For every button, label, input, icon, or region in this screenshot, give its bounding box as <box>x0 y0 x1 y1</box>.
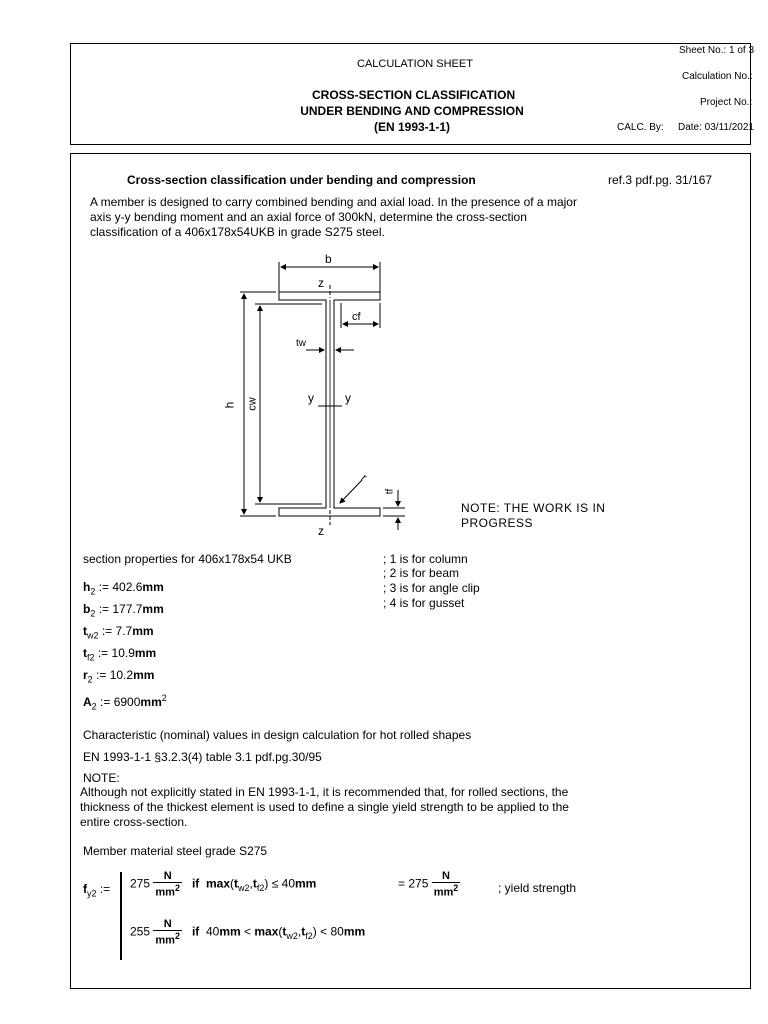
reference: ref.3 pdf.pg. 31/167 <box>608 173 713 187</box>
en-reference: EN 1993-1-1 §3.2.3(4) table 3.1 pdf.pg.30/95 <box>83 750 322 764</box>
label-y-right: y <box>345 391 351 405</box>
prop-r2: $r_2$ := 10.2mm <box>83 668 155 685</box>
calc-by: CALC. By: <box>617 122 664 133</box>
tw2-value: 7.7 <box>115 624 133 638</box>
section-heading: Cross-section classification under bending and compression <box>127 173 476 187</box>
fy2-case2: 255 $\frac{N}{mm^2}$ if $40mm < \max(t_{w2},t_{f2}) < 80mm$ <box>130 918 366 947</box>
label-z-bottom: z <box>318 524 324 538</box>
note-text-1: Although not explicitly stated in EN 1993-1-1, it is recommended that, for rolled sections, the <box>80 785 569 799</box>
characteristic-values: Characteristic (nominal) values in design calculation for hot rolled shapes <box>83 728 472 742</box>
date: Date: 03/11/2021 <box>678 122 754 133</box>
label-tf: tf <box>384 488 396 495</box>
prop-tf2: $t_{f2}$ := 10.9mm <box>83 646 157 663</box>
legend-2: ; 2 is for beam <box>383 566 460 580</box>
case1-unit: $\frac{N}{mm^2}$ <box>155 870 180 899</box>
case1-value: 275 <box>130 876 151 891</box>
h2-value: 402.6 <box>112 580 143 594</box>
label-r: r <box>358 472 370 484</box>
case2-unit: $\frac{N}{mm^2}$ <box>155 918 180 947</box>
case2-high: 80 <box>330 924 344 939</box>
r2-value: 10.2 <box>109 668 134 682</box>
case2-low: 40 <box>205 924 220 939</box>
tf2-value: 10.9 <box>111 646 135 660</box>
case1-limit: 40 <box>281 876 295 891</box>
prop-a2: $A_2$ := $6900mm^2$ <box>83 693 167 712</box>
result-unit: $\frac{N}{mm^2}$ <box>433 870 459 899</box>
calculation-no: Calculation No.: <box>682 71 753 82</box>
note-text-2: thickness of the thickest element is used to define a single yield strength to be applied to the <box>80 800 569 814</box>
label-z-top: z <box>318 276 324 290</box>
legend-1: ; 1 is for column <box>383 552 468 566</box>
intro-line-3: classification of a 406x178x54UKB in grade S275 steel. <box>90 225 385 239</box>
fy2-case1: 275 $\frac{N}{mm^2}$ if $\max(t_{w2},t_{f2}) \le 40mm$ <box>130 870 317 899</box>
prop-b2: $b_2$ := 177.7mm <box>83 602 164 619</box>
title-line3: (EN 1993-1-1) <box>373 120 451 134</box>
fy2-label: $f_{y2}$ := <box>83 882 111 899</box>
b2-value: 177.7 <box>112 602 143 616</box>
label-y-left: y <box>308 391 314 405</box>
result-value: 275 <box>408 876 429 891</box>
label-b: b <box>325 252 332 266</box>
sheet-no: Sheet No.: 1 of 3 <box>679 45 755 56</box>
label-tw: tw <box>296 338 306 349</box>
intro-line-2: axis y-y bending moment and an axial force of 300kN, determine the cross-section <box>90 210 527 224</box>
title-line1: CROSS-SECTION CLASSIFICATION <box>312 88 516 102</box>
title-line2: UNDER BENDING AND COMPRESSION <box>300 104 524 118</box>
progress-note-line2: PROGRESS <box>461 516 534 530</box>
prop-h2: $h_2$ := 402.6mm <box>83 580 164 597</box>
progress-note-line1: NOTE: THE WORK IS IN <box>461 501 606 515</box>
case2-value: 255 <box>130 924 151 939</box>
label-cw: cw <box>246 397 259 411</box>
intro-line-1: A member is designed to carry combined bending and axial load. In the presence of a major <box>90 195 577 209</box>
a2-value: 6900 <box>113 695 141 709</box>
yield-strength-comment: ; yield strength <box>498 881 577 895</box>
legend-3: ; 3 is for angle clip <box>383 581 480 595</box>
note-label: NOTE: <box>83 771 120 785</box>
material-label: Member material steel grade S275 <box>83 844 268 858</box>
calc-sheet-label: CALCULATION SHEET <box>357 58 473 70</box>
section-properties-label: section properties for 406x178x54 UKB <box>83 552 292 566</box>
label-h: h <box>222 401 237 409</box>
piecewise-bracket <box>120 872 122 960</box>
project-no: Project No.: <box>700 97 753 108</box>
legend-4: ; 4 is for gusset <box>383 596 465 610</box>
note-text-3: entire cross-section. <box>80 815 188 829</box>
prop-tw2: $t_{w2}$ := 7.7mm <box>83 624 154 641</box>
label-cf: cf <box>352 311 361 323</box>
fy2-result: = 275 $\frac{N}{mm^2}$ <box>398 870 459 899</box>
